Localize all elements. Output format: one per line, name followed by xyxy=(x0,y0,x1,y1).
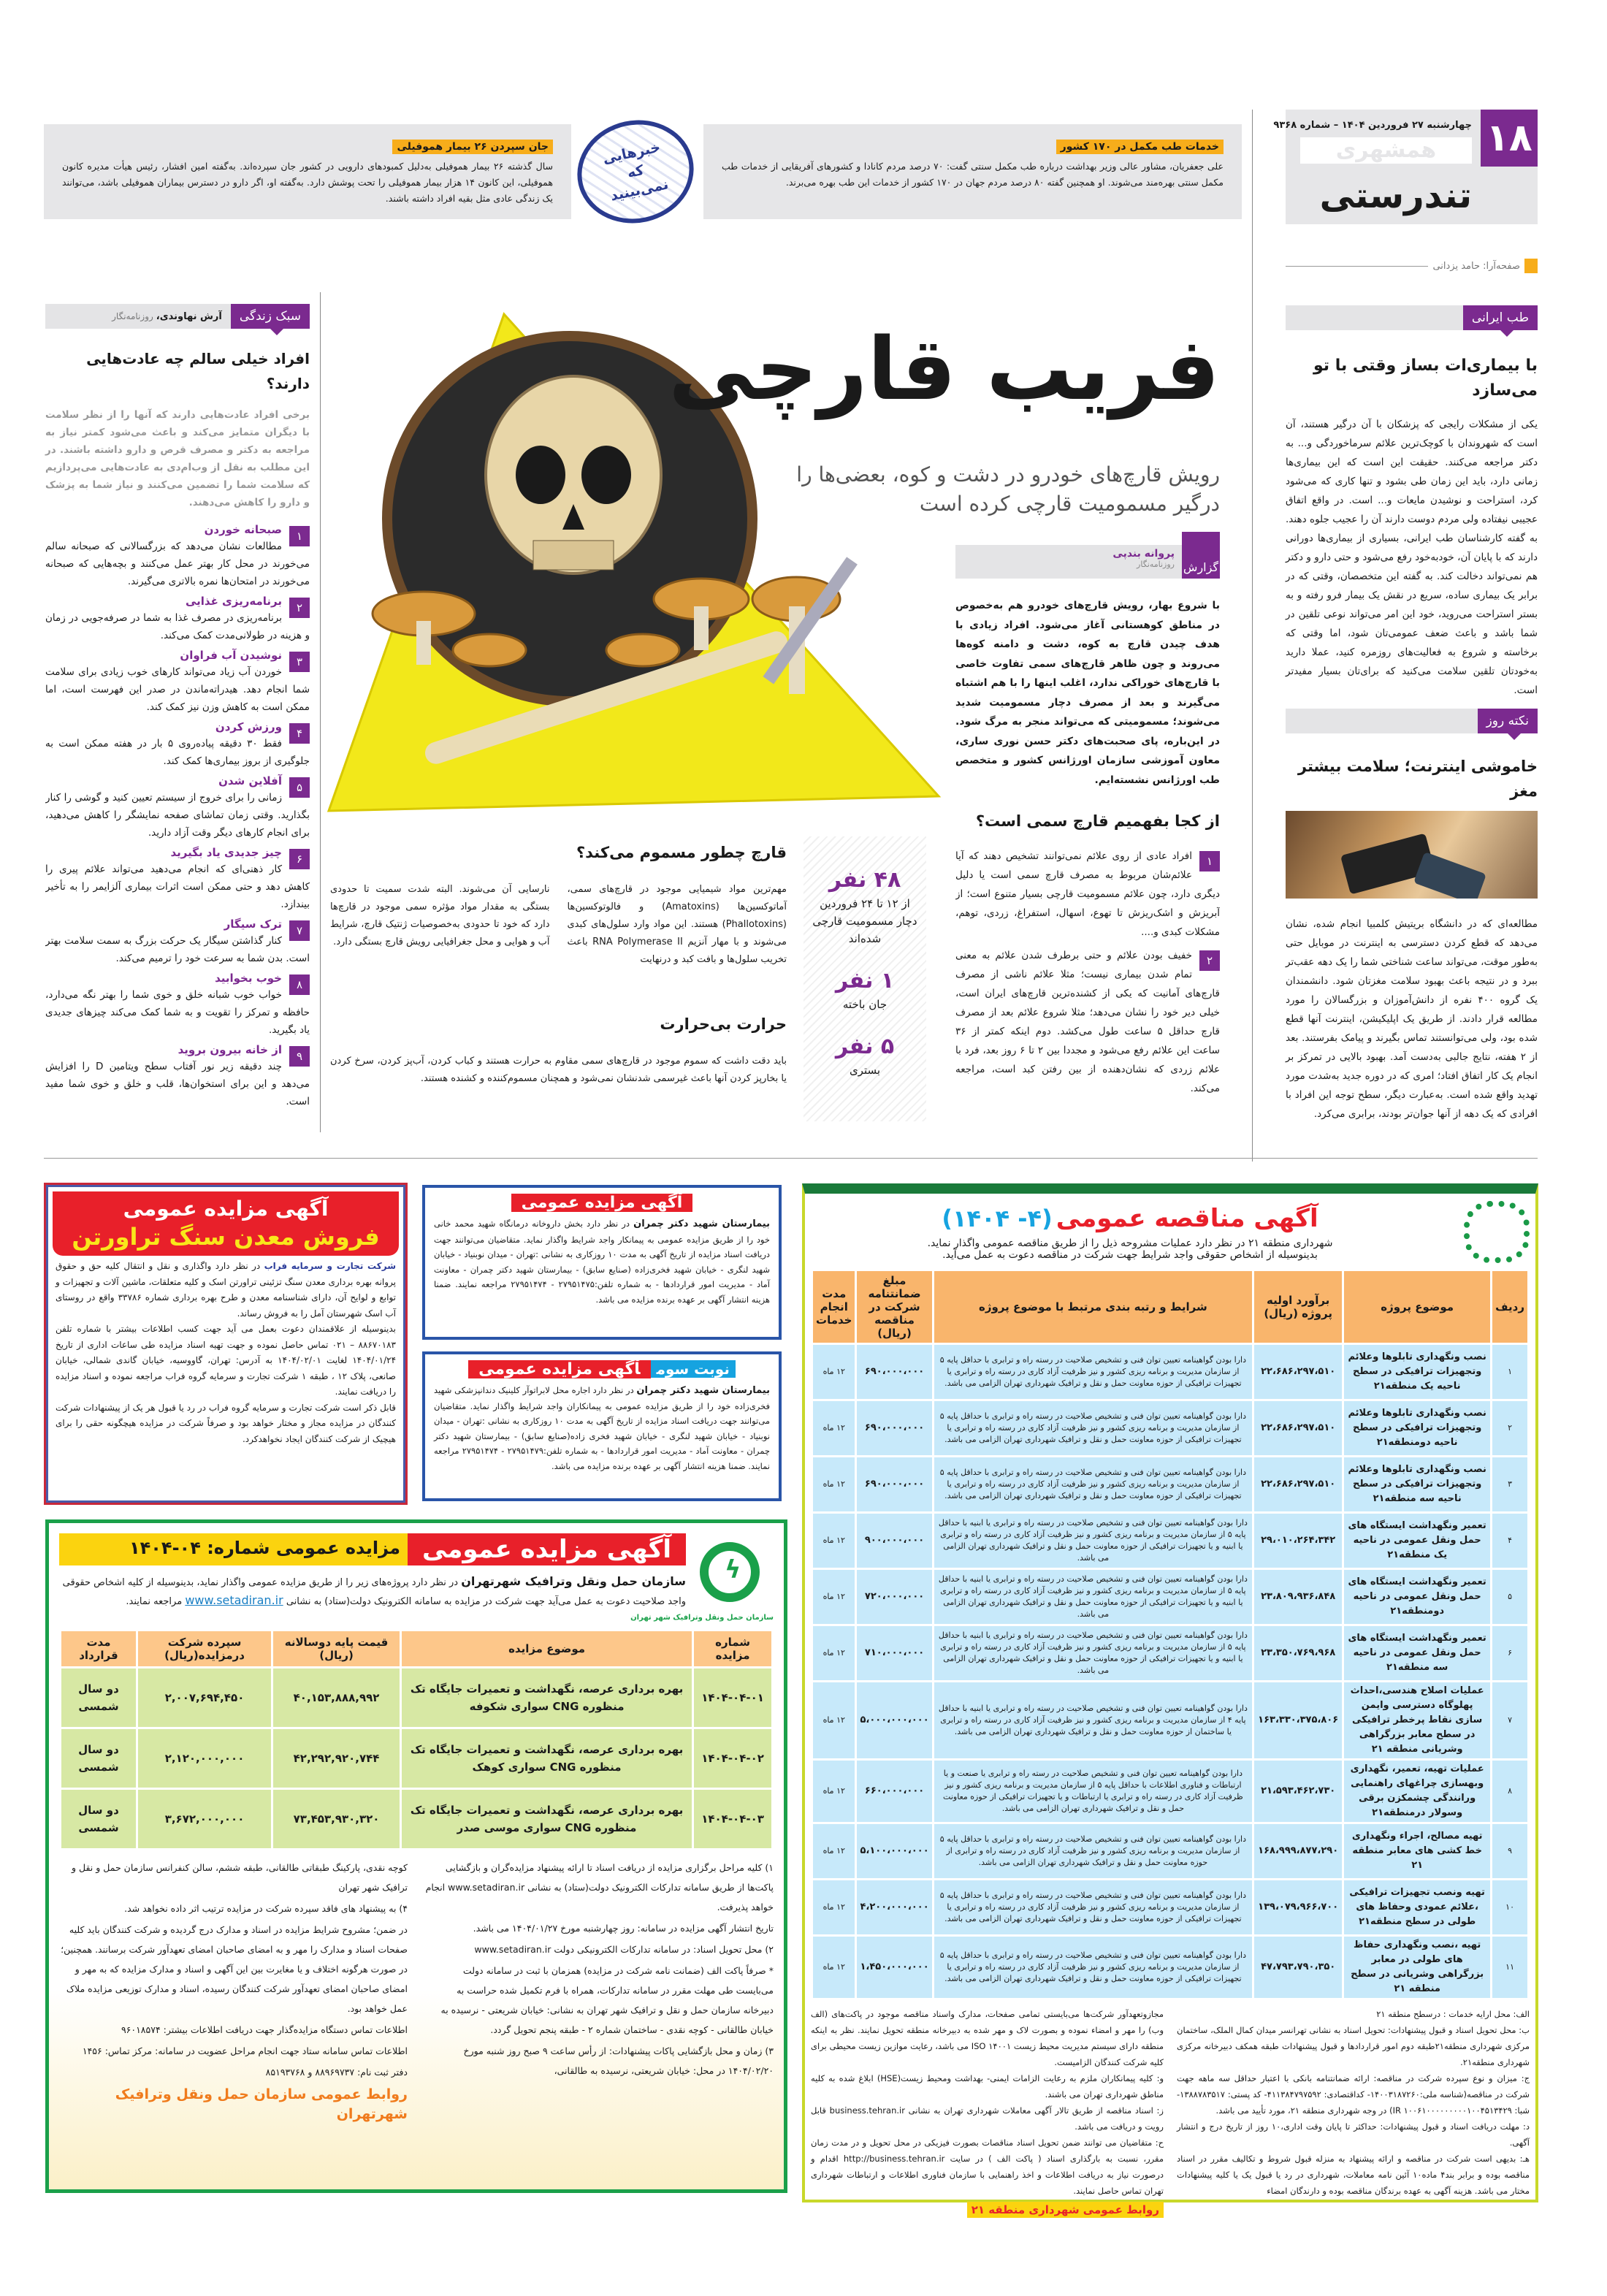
note: ب: محل تحویل اسناد و قبول پیشنهادات: تحویل اسناد به نشانی تهرانسر میدان کمال الملک، ساختمان مرکزی شهرداری منطقه۲۱طبقه دوم امور قراردادها و قبول پیشنهادات طبقه همکف دبیرخانه مرکزی شهرداری منطقه۲۱. xyxy=(1177,2025,1530,2067)
table-row xyxy=(813,1345,1527,1399)
item-body: افراد عادی از روی علائم نمی‌توانند تشخیص دهند که آیا علائم‌شان مربوط به مصرف قارچ سمی است یا دلیل دیگری دارد، چون علائم مسمومیت قارچی بسیار متنوع است؛ از آبریزش و اشک‌ریزش تا تهوع، اسهال، استفراغ، زردی، توهم، مشکلات کبدی و.... xyxy=(955,850,1220,938)
table-cell: ۱۲ ماه xyxy=(813,1824,855,1878)
byline xyxy=(955,532,1220,579)
table-cell: ۱۶۸،۹۹۹،۸۷۷،۲۹۰ xyxy=(1254,1824,1342,1878)
news-body: سال گذشته ۲۶ بیمار هموفیلی به‌دلیل کمبودهای دارویی در کشور جان سپرده‌اند. به‌گفته امین افشار، رئیس هیأت مدیره کانون هموفیلی، این کانون ۱۴ هزار بیمار هموفیلی را تحت پوشش دارد. به‌گفته او، اگر دارو در دسترس بیماران هموفیلی باشد، می‌توانند یک زندگی عادی مثل بقیه افراد داشته باشند. xyxy=(62,161,553,204)
table-row xyxy=(61,1729,771,1788)
table-cell: ۶۹۰،۰۰۰،۰۰۰ xyxy=(857,1457,931,1511)
table-cell: ۱۲ ماه xyxy=(813,1570,855,1624)
table-cell: ۱۶۳،۳۳۰،۳۷۵،۸۰۶ xyxy=(1254,1682,1342,1758)
ad-subtitle: فروش معدن سنگ تراورتن xyxy=(72,1223,380,1251)
lifestyle-article xyxy=(45,304,310,1113)
column-header: ردیف xyxy=(1492,1271,1527,1343)
item-body: چند دقیقه زیر نور آفتاب سطح ویتامین D را افزایش می‌دهد و این برای استخوان‌ها، قلب و خلق و خوی شما مفید است. xyxy=(45,1061,310,1107)
item-title: صبحانه خوردن xyxy=(204,523,282,536)
table-cell: تعمیر ونگهداشت ایستگاه های حمل ونقل عمومی در ناحیه سه منطقه۲۱ xyxy=(1344,1626,1490,1680)
table-row xyxy=(813,1880,1527,1934)
table-cell: دارا بودن گواهینامه تعیین توان فنی و تشخیص صلاحیت در رسته راه و ترابری با حداقل پایه ۵ از سازمان مدیریت و برنامه ریزی کشور و نیز ظرفیت آزاد کاری در رسته راه و ترابری یا تجهیزات ترافیکی از حوزه معاونت حمل و نقل و ترافیک شهرداری تهران الزامی می باشد. xyxy=(934,1457,1253,1511)
column-header: موضوع مزایده xyxy=(402,1631,692,1666)
table-cell: ۲,۱۲۰,۰۰۰,۰۰۰ xyxy=(138,1729,271,1788)
table-row xyxy=(813,1401,1527,1455)
table-cell: دارا بودن گواهینامه تعیین توان فنی و تشخیص صلاحیت در رسته راه و ترابری با حداقل پایه ۵ از سازمان مدیریت و برنامه ریزی کشور و نیز ظرفیت آزاد کاری در رسته راه و ترابری از حوزه معاونت حمل و نقل و ترافیک شهرداری تهران الزامی می باشد. xyxy=(934,1824,1253,1878)
column-header: شماره مزایده xyxy=(694,1631,771,1666)
item-body: کار ذهنی‌ای که انجام می‌دهید می‌تواند علائم پیری را کاهش دهد و حتی ممکن است اثرات بیماری آلزایمر را به تأخیر بیندازد. xyxy=(45,863,310,910)
table-cell: ۶ xyxy=(1492,1626,1527,1680)
item-number-badge: ۱ xyxy=(289,526,310,546)
table-cell: ۱۲ ماه xyxy=(813,1682,855,1758)
note: ح: متقاضیان می توانند ضمن تحویل اسناد مناقصات بصورت فیزیکی در محل تحویل و در مدت زمان مقرر، نسبت به بارگذاری اسناد ( پاکت الف ) در سایت http://business.tehran.ir اقدام و درصورت نیاز به دریافت اطلاعات و اخذ راهنمایی با سازمان فناوری اطلاعات و ارتباطات شهرداری تهران تماس حاصل نمایند. xyxy=(811,2137,1164,2196)
column-divider xyxy=(320,292,321,1132)
section-how-poisons: قارچ چطور مسموم می‌کند؟ مهم‌ترین مواد شیمیایی موجود در قارچ‌های سمی، آماتوکسین‌ها (Amatoxins) و فالوتوکسین‌ها (Phallotoxins) هستند. این مواد وارد سلول‌های کبدی می‌شوند و با مهار آنزیم RNA Polymerase II باعث تخریب سلول‌ها و بافت کبد و درنهایت نارسایی آن می‌شوند. البته شدت سمیت تا حدودی بستگی به مقدار مواد مؤثره سمی موجود در قارچ‌ها دارد که خود تا حدودی به‌خصوصیات ژنتیک قارچ، شرایط آب و هوایی و محل جغرافیایی رویش قارچ بستگی دارد. xyxy=(330,840,787,969)
table-cell: ۷ xyxy=(1492,1682,1527,1758)
item-body: خفیف بودن علائم و حتی برطرف شدن علائم به معنی تمام شدن بیماری نیست؛ مثلا علائم ناشی از مصرف قارچ‌های آمانیت که یکی از کشنده‌ترین قارچ‌های ایران است، خیلی دیر خود را نشان می‌دهد؛ مثلا شروع علائم بعد از مصرف قارچ حداقل ۵ ساعت طول می‌کشد. دوم اینکه کمتر از ۳۶ ساعت این علائم رفع می‌شود و مجددا بین ۲ تا ۶ روز بعد، فرد با علائم زردی که نشان‌دهنده از بین رفتن کبد است، مراجعه می‌کند. xyxy=(955,950,1220,1094)
table-cell: ۱۲ ماه xyxy=(813,1401,855,1455)
ads-divider xyxy=(44,1158,1538,1159)
table-cell: عملیات تهیه، تعمیر، نگهداری وبهسازی چراغهای راهنمایی ورانندگی چشمکزن برقی وسولار درمنطقه۲۱ xyxy=(1344,1761,1490,1822)
table-cell: تهیه مصالح، اجراء ونگهداری خط کشی های معابر منطقه ۲۱ xyxy=(1344,1824,1490,1878)
column-header: مبلغ ضمانتنامه شرکت در مناقصه (ریال) xyxy=(857,1271,931,1343)
note: * صرفاً پاکت الف (ضمانت نامه شرکت در مزایده) همزمان با ثبت در سامانه دولت می‌بایست طی مهلت مقرر در سامانه تدارکات، همراه با فرم تکمیل شده حراست به دبیرخانه سازمان حمل و نقل و ترافیک شهر تهران به نشانی: خیابان شریعتی - نرسیده به خیابان طالقانی - کوچه نقدی - ساختمان شماره ۲ - طبقه پنجم تحویل گردد. xyxy=(440,1965,774,2035)
author: آرش نهاوندی، xyxy=(156,310,222,322)
ad-badge: نوبت سوم xyxy=(651,1360,736,1378)
table-cell: ۱۰ xyxy=(1492,1880,1527,1934)
article-lead: برخی افراد عادت‌هایی دارند که آنها را از نظر سلامت با دیگران متمایز می‌کند و باعث می‌شود کمتر نیاز به مراجعه به دکتر و مصرف قرص و دارو داشته باشند. در این مطلب به نقل از وب‌ام‌دی به عادت‌هایی می‌پردازیم که سلامت شما را تضمین می‌کنند و نیاز شما به پزشک و دارو را کاهش می‌دهند. xyxy=(45,409,310,508)
table-cell: ۴،۲۰۰،۰۰۰،۰۰۰ xyxy=(857,1880,931,1934)
table-cell: تعمیر ونگهداشت ایستگاه های حمل ونقل عمومی در ناحیه یک منطقه۲۱ xyxy=(1344,1514,1490,1568)
table-row xyxy=(813,1761,1527,1822)
table-row xyxy=(813,1570,1527,1624)
table-row xyxy=(813,1626,1527,1680)
note: اطلاعات تماس سامانه ستاد جهت انجام مراحل عضویت در سامانه: مرکز تماس: ۱۴۵۶ xyxy=(82,2045,408,2056)
item-body: زمانی را برای خروج از سیستم تعیین کنید و گوشی را کنار بگذارید. وقتی زمان تماشای صفحه نمایشگر را کاهش می‌دهید، برای انجام کارهای دیگر وقت آزاد دارید. xyxy=(45,792,310,839)
item-title: برنامه‌ریزی غذایی xyxy=(185,595,282,608)
list-item xyxy=(45,647,310,716)
stat-value: ۱ نفر xyxy=(835,968,895,993)
org: بیمارستان شهید دکتر چمران xyxy=(636,1385,770,1396)
item-title: چیز جدیدی یاد بگیرید xyxy=(170,846,282,859)
news-title: جان سپردن ۲۶ بیمار هموفیلی xyxy=(392,140,553,154)
ad-title: آگهی مزایده عمومی xyxy=(408,1533,686,1565)
item-number-badge: ۶ xyxy=(289,849,310,869)
table-cell: ۱۲ ماه xyxy=(813,1937,855,1998)
table-cell: ۲۲،۶۸۶،۲۹۷،۵۱۰ xyxy=(1254,1401,1342,1455)
note: ۲) محل تحویل اسناد: در سامانه تدارکات الکترونیکی دولت www.setadiran.ir xyxy=(474,1944,774,1955)
table-cell: ۱۲ ماه xyxy=(813,1761,855,1822)
table-cell: عملیات اصلاح هندسی،احداث پهلوگاه دسترسی وایمن سازی نقاط پرخطر ترافیکی در سطح معابر بزرگراهی وشریانی منطقه ۲۱ xyxy=(1344,1682,1490,1758)
table-cell: دارا بودن گواهینامه تعیین توان فنی و تشخیص صلاحیت در رسته راه و ترابری یا ابنیه با حداقل پایه ۵ از سازمان مدیریت و برنامه ریزی کشور و نیز ظرفیت آزاد کاری در رسته راه و ترابری یا ابنیه و یا تجهیزات ترافیکی از حوزه معاونت حمل و نقل و ترافیک شهرداری تهران الزامی می باشد. xyxy=(934,1514,1253,1568)
auction-number: مزایده عمومی شماره: ۰۴-۱۴۰۴ xyxy=(59,1533,408,1565)
table-cell: دارا بودن گواهینامه تعیین توان فنی و تشخیص صلاحیت در رسته راه و ترابری با حداقل پایه ۵ از سازمان مدیریت و برنامه ریزی کشور و نیز ظرفیت آزاد کاری در رسته راه و ترابری یا تجهیزات ترافیکی از حوزه معاونت حمل و نقل و ترافیک شهرداری تهران الزامی می باشد. xyxy=(934,1345,1253,1399)
main-intro: با شروع بهار، رویش قارچ‌های خودرو هم به‌خصوص در مناطق کوهستانی آغاز می‌شود. افراد زیادی با هدف چیدن قارچ به کوه، دشت و دامنه کوه‌ها می‌روند و چون ظاهر قارچ‌های سمی تفاوت خاصی با قارچ‌های خوراکی ندارد، اغلب اینها را با هم اشتباه می‌گیرند و بعد از مصرف دچار مسمومیت شدید می‌شوند؛ مسمومیتی که می‌تواند منجر به مرگ شود. در این‌باره، پای صحبت‌های دکتر حسن نوری ساری، معاون آموزشی سازمان اورژانس کشور و متخصص طب اورژانس نشسته‌ایم. xyxy=(955,600,1220,786)
stat-label: جان باخته xyxy=(842,998,888,1011)
list-item xyxy=(45,719,310,770)
item-body: خواب خوب شبانه خلق و خوی شما را بهتر نگه می‌دارد، حافظه و تمرکز را تقویت و به شما کمک می‌کند چیزهای جدیدی یاد بگیرید. xyxy=(45,989,310,1036)
table-cell: ۷۲۰،۰۰۰،۰۰۰ xyxy=(857,1570,931,1624)
table-cell: ۳ xyxy=(1492,1457,1527,1511)
article-title: خاموشی اینترنت؛ سلامت بیشتر مغز xyxy=(1297,758,1538,800)
habit-list xyxy=(45,522,310,1110)
item-number-badge: ۴ xyxy=(289,723,310,744)
item-number-badge: ۳ xyxy=(289,652,310,672)
tehran-municipality-logo-icon xyxy=(1464,1201,1530,1263)
column-header: مدت انجام خدمات xyxy=(813,1271,855,1343)
section-tag: گزارش xyxy=(1182,532,1220,579)
author: پروانه بندپی xyxy=(1112,548,1175,560)
masthead xyxy=(1273,110,1538,224)
designer-credit: صفحه‌آرا: حامد یزدانی xyxy=(1286,259,1538,273)
list-item xyxy=(45,522,310,590)
list-item xyxy=(45,916,310,967)
article-title: افراد خیلی سالم چه عادت‌هایی دارند؟ xyxy=(86,350,310,392)
table-cell: تهیه ،نصب ونگهداری حفاظ های طولی در معابر بزرگراهی وشریانی در سطح منطقه ۲۱ xyxy=(1344,1937,1490,1998)
newspaper-logo: همشهری xyxy=(1300,137,1472,164)
section-tag: سبک زندگی xyxy=(231,304,310,329)
table-cell: ۱۲ ماه xyxy=(813,1457,855,1511)
column-header: سپرده شرکت درمزایده(ریال) xyxy=(138,1631,271,1666)
table-cell: ۵،۱۰۰،۰۰۰،۰۰۰ xyxy=(857,1824,931,1878)
note: ج: میزان و نوع سپرده شرکت در مناقصه: ارائه ضمانتنامه بانکی با اعتبار حداقل سه ماهه جهت شرکت در مناقصه(شناسه ملی:۱۴۰۰۳۱۸۷۲۶۰- کداقتصادی: ۴۱۱۳۸۴۷۹۷۵۹۲- کد پستی: ۱۳۸۸۷۸۳۵۱۷- شبا: IR ۱۰۰۶۱۰۰۰۰۰۰۰۰۰۱۰۰۴۵۱۳۴۲۹) در وجه شهرداری منطقه ۲۱، مورد تأیید می باشد. xyxy=(1177,2073,1530,2116)
list-item xyxy=(955,946,1220,1098)
table-cell: نصب ونگهداری تابلوها وعلائم وتجهیزات ترافیکی در سطح ناحیه سه منطقه۲۱ xyxy=(1344,1457,1490,1511)
table-cell: دارا بودن گواهینامه تعیین توان فنی و تشخیص صلاحیت در رسته راه و ترابری یا ابنیه با حداقل پایه ۵ از سازمان مدیریت و برنامه ریزی کشور و نیز ظرفیت آزاد کاری در رسته راه و ترابری یا ابنیه و یا تجهیزات ترافیکی از حوزه معاونت حمل و نقل و ترافیک شهرداری تهران الزامی می باشد. xyxy=(934,1570,1253,1624)
traffic-org-logo-icon: ϟ xyxy=(700,1542,760,1602)
table-cell: تهیه ونصب تجهیزات ترافیکی ،علائم عمودی وحفاظ های طولی در سطح منطقه۲۱ xyxy=(1344,1880,1490,1934)
note: تاریخ انتشار آگهی مزایده در سامانه: روز چهارشنبه مورخ ۱۴۰۴/۰۱/۲۷ می باشد. xyxy=(473,1923,774,1934)
item-title: ورزش کردن xyxy=(215,720,282,733)
table-cell: دارا بودن گواهینامه تعیین توان فنی و تشخیص صلاحیت در رسته راه و ترابری یا صنعت و یا ارتباطات و فناوری اطلاعات با حداقل پایه ۵ از سازمان مدیریت و برنامه ریزی کشور و نیز ظرفیت آزاد کاری در رسته راه و ترابری یا ارتباطات و یا تجهیزات ترافیکی از حوزه معاونت حمل و نقل و ترافیک شهرداری تهران الزامی می باشد. xyxy=(934,1761,1253,1822)
section-tag: طب ایرانی xyxy=(1463,305,1538,330)
note: ۱) کلیه مراحل برگزاری مزایده از دریافت اسناد تا ارائه پیشنهاد مزایده‌گران و بازگشایی پاکت‌ها از طریق سامانه تدارکات الکترونیک دولت(ستاد) به نشانی www.setadiran.ir انجام خواهد پذیرفت. xyxy=(425,1862,774,1912)
table-row xyxy=(813,1457,1527,1511)
auction-table xyxy=(59,1629,774,1850)
note: در ضمن؛ مشروح شرایط مزایده در اسناد و مدارک درج گردیده و شرکت کنندگان باید کلیه صفحات اسناد و مدارک را مهر و به امضای صاحبان امضای تعهدآور شرکت برسانند. همچنین؛ در صورت هرگونه اختلاف و یا مغایرت بین این آگهی و اسناد و مدارک مزایده که به مهر و امضای صاحبان امضای تعهدآور شرکت کنندگان رسیده، اسناد و مدارک توزیعی مزایده ملاک عمل خواهد بود. xyxy=(61,1924,408,2014)
main-headline: فریب قارچی xyxy=(668,319,1220,419)
news-strip-left xyxy=(44,124,571,219)
list-item xyxy=(45,593,310,644)
item-number-badge: ۸ xyxy=(289,975,310,995)
table-cell: ۴۲,۲۹۲,۹۲۰,۷۴۴ xyxy=(273,1729,400,1788)
ad-traffic-auction: ϟ آگهی مزایده عمومی مزایده عمومی شماره: ۰۴-۱۴۰۴ سازمان حمل ونقل وترافیک شهرتهران در نظر دارد پروژه‌های زیر را از طریق مزایده عمومی واگذار نماید، بدینوسیله از کلیه اشخاص حقوقی واجد صلاحیت دعوت به عمل می‌آید جهت شرکت در مزایده به سامانه الکترونیک دولت(ستاد) به نشانی www.setadiran.ir مراجعه نمایند. سازمان حمل ونقل وترافیک شهر تهران شماره مزایده موضوع مزایده قیمت پایه دوسالانه (ریال) سپرده شرکت درمزایده(ریال) مدت قرارداد ۱۴۰۴-۰۴-۰۱ بهره برداری عرصه، نگهداشت و تعمیرات جایگاه تک منظوره CNG سواری شکوفه ۴۰,۱۵۳,۸۸۸,۹۹۲ ۲,۰۰۷,۶۹۴,۴۵۰ دو سال شمسی ۱۴۰۴-۰۴-۰۲ بهره برداری عرصه، نگهداشت و تعمیرات جایگاه تک منظوره CNG سواری کوهک ۴۲,۲۹۲,۹۲۰,۷۴۴ ۲,۱۲۰,۰۰۰,۰۰۰ دو سال شمسی ۱۴۰۴-۰۴-۰۳ بهره برداری عرصه، نگهداشت و تعمیرات جایگاه تک منظوره CNG سواری موسی صدر ۷۳,۴۵۳,۹۳۰,۳۲۰ ۳,۶۷۲,۰۰۰,۰۰۰ دو سال شمسی ۱) کلیه مراحل برگزاری مزایده از دریافت اسناد تا ارائه پیشنهاد مزایده‌گران و بازگشایی پاکت‌ها از طریق سامانه تدارکات الکترونیک دولت(ستاد) به نشانی www.setadiran.ir انجام خواهد پذیرفت. تاریخ انتشار آگهی مزایده در سامانه: روز چهارشنبه مورخ ۱۴۰۴/۰۱/۲۷ می باشد. ۲) محل تحویل اسناد: در سامانه تدارکات الکترونیکی دولت www.setadiran.ir * صرفاً پاکت الف (ضمانت نامه شرکت در مزایده) همزمان با ثبت در سامانه دولت می‌بایست طی مهلت مقرر در سامانه تدارکات، همراه با فرم تکمیل شده حراست به دبیرخانه سازمان حمل و نقل و ترافیک شهر تهران به نشانی: خیابان شریعتی - نرسیده به خیابان طالقانی - کوچه نقدی - ساختمان شماره ۲ - طبقه پنجم تحویل گردد. ۳) زمان و محل بازگشایی پاکات پیشنهادات: از رأس ساعت ۹ صبح روز شنبه مورخ ۱۴۰۴/۰۲/۲۰ در محل: خیابان شریعتی، نرسیده به طالقانی، کوچه نقدی، پارکینگ طبقاتی طالقانی، طبقه ششم، سالن کنفرانس سازمان حمل و نقل و ترافیک شهر تهران ۴) به پیشنهاد های فاقد سپرده شرکت در مزایده ترتیب اثر داده نخواهد شد. در ضمن؛ مشروح شرایط مزایده در اسناد و مدارک درج گردیده و شرکت کنندگان باید کلیه صفحات اسناد و مدارک را مهر و به امضای صاحبان امضای تعهدآور شرکت برسانند. همچنین؛ در صورت هرگونه اختلاف و یا مغایرت بین این آگهی و اسناد و مدارک مزایده که به مهر و امضای صاحبان امضای تعهدآور شرکت کنندگان رسیده، اسناد و مدارک توزیعی مزایده ملاک عمل خواهد بود. اطلاعات تماس دستگاه مزایده‌گذار جهت دریافت اطلاعات بیشتر: ۹۶۰۱۸۵۷۴ اطلاعات تماس سامانه ستاد جهت انجام مراحل عضویت در سامانه: مرکز تماس: ۱۴۵۶ دفتر ثبت نام: ۸۸۹۶۹۷۳۷ و ۸۵۱۹۳۷۶۸ روابط عمومی سازمان حمل ونقل وترافیک شهرتهران xyxy=(45,1519,787,2193)
ad-travertine: آگهی مزایده عمومی فروش معدن سنگ تراورتن شرکت تجارت و سرمایه فراب در نظر دارد واگذاری و نقل و انتقال کلیه حق و حقوق پروانه بهره برداری معدن سنگ تزئینی تراورتن اسک و کلیه متعلقات، ماشین آلات و تجهیزات و توابع و لوایح آن، دارای شناسنامه معدن و طرح بهره برداری شماره ۳۳۷۸۶ واقع در روستای آب اسک شهرستان آمل را به فروش رساند. بدینوسیله از علاقمندان دعوت بعمل می آید جهت کسب اطلاعات بیشتر با شماره تلفن ۸۸۶۷۰۱۸۳ – ۰۲۱ تماس حاصل نموده و جهت تهیه اسناد مزایده طی ساعات اداری از تاریخ ۱۴۰۴/۰۱/۲۴ لغایت ۱۴۰۴/۰۲/۰۱ به آدرس: تهران، گاووسیه، خیابان گاندی شمالی، خیابان صانعی، پلاک ۱۲ ، طبقه ۱ شرکت تجارت و سرمایه گروه فراب مراجعه نموده و اسناد مزایده را دریافت نمایند. قابل ذکر است شرکت تجارت و سرمایه گروه فراب در رد یا قبول هر یک از پیشنهادات شرکت کنندگان در مزایده مجاز و مختار خواهد بود و صرفاً شرکت در مزایده هیچگونه حقی را برای هیچیک از شرکت کنندگان ایجاد نخواهدکرد. xyxy=(46,1185,405,1503)
table-cell: نصب ونگهداری تابلوها وعلائم وتجهیزات ترافیکی در سطح ناحیه یک منطقه۲۱ xyxy=(1344,1345,1490,1399)
item-number-badge: ۲ xyxy=(289,598,310,618)
table-row xyxy=(61,1668,771,1727)
author-role: روزنامه‌نگار xyxy=(112,311,153,321)
note: اطلاعات تماس دستگاه مزایده‌گذار جهت دریافت اطلاعات بیشتر: ۹۶۰۱۸۵۷۴ xyxy=(121,2024,408,2035)
note: هـ: بدیهی است شرکت در مناقصه و ارائه پیشنهاد به منزله قبول شروط و تکالیف مقرر در اسناد مناقصه بوده و برابر بند۴ ماده۱۰ آئین نامه معاملات، شهرداری در رد یا قبول یک یا کلیه پیشنهادات مختار می باشد. هزینه آگهی به عهده برندگان مناقصه بوده و دارندگان امضاء xyxy=(1177,2154,1530,2196)
article-body: مطالعه‌ای که در دانشگاه بریتیش کلمبیا انجام شده، نشان می‌دهد که قطع کردن دسترسی به اینترنت در موبایل حتی به‌طور موقت، می‌تواند ساعت شناختی شما را یک دهه عقب‌تر ببرد و در نتیجه باعث بهبود سلامت مغزتان شود. دانشمندان یک گروه ۴۰۰ نفره از دانش‌آموزان و بزرگسالان را مورد مطالعه قرار دادند. از طریق یک اپلیکیشن، اینترنت آنها قطع شده بود، ولی می‌توانستند تماس بگیرند و پیامک بفرستند. بعد از ۲ هفته، نتایج جالبی به‌دست آمد. بهبود بالایی در تمرکز بر انجام یک کار اتفاق افتاد؛ امری که در دوره جدید به‌شدت مورد تهدید واقع شده است. به‌عبارت دیگر، سطح توجه این افراد با افرادی که یک دهه از آنها جوان‌تر بودند، برابری می‌کرد. xyxy=(1286,918,1538,1120)
column-header: مدت قرارداد xyxy=(61,1631,136,1666)
table-cell: ۱ xyxy=(1492,1345,1527,1399)
item-title: خوب بخوابید xyxy=(215,972,282,985)
list-item xyxy=(45,773,310,842)
note: ۴) به پیشنهاد های فاقد سپرده شرکت در مزایده ترتیب اثر داده نخواهد شد. xyxy=(124,1903,408,1914)
table-cell: ۱۲ ماه xyxy=(813,1626,855,1680)
table-row xyxy=(813,1824,1527,1878)
table-cell: ۳,۶۷۲,۰۰۰,۰۰۰ xyxy=(138,1790,271,1848)
table-cell: ۲,۰۰۷,۶۹۴,۴۵۰ xyxy=(138,1668,271,1727)
table-cell: دو سال شمسی xyxy=(61,1729,136,1788)
table-cell: دارا بودن گواهینامه تعیین توان فنی و تشخیص صلاحیت در رسته راه و ترابری یا ابنیه با حداقل پایه ۴ از سازمان مدیریت و برنامه ریزی کشور و نیز ظرفیت آزاد کاری در رسته راه و ترابری یا ساختمان از حوزه معاونت حمل و نقل و ترافیک شهرداری تهران الزامی می باشد. xyxy=(934,1682,1253,1758)
table-cell: ۴۰,۱۵۳,۸۸۸,۹۹۲ xyxy=(273,1668,400,1727)
table-row xyxy=(813,1514,1527,1568)
ad-title: آگهی مزایده عمومی xyxy=(511,1194,693,1212)
org: سازمان حمل ونقل وترافیک شهرتهران xyxy=(461,1574,686,1588)
list-item xyxy=(45,1042,310,1110)
table-cell: ۶۶۰،۰۰۰،۰۰۰ xyxy=(857,1761,931,1822)
news-strip-right xyxy=(703,124,1242,219)
stamp: خبرهایی که نمی‌بینید xyxy=(568,110,703,234)
note: ز: اسناد مناقصه از طریق تالار آگهی معاملات شهرداری تهران به نشانی business.tehran.ir قابل رویت و دریافت می باشد. xyxy=(811,2105,1164,2132)
section-heat: حرارت بی‌حرارت باید دقت داشت که سموم موجود در قارچ‌های سمی مقاوم به حرارت هستند و کباب کردن، آب‌پز کردن، سرخ کردن یا بخارپز کردن آنها باعث غیرسمی شدنشان نمی‌شود و همچنان مسموم‌کننده و کشنده هستند. xyxy=(330,1012,787,1088)
ad-signature: روابط عمومی سازمان حمل ونقل وترافیک شهرتهران xyxy=(115,2086,408,2122)
table-row xyxy=(61,1790,771,1848)
table-cell: ۷۱۰،۰۰۰،۰۰۰ xyxy=(857,1626,931,1680)
item-body: مطالعات نشان می‌دهد که بزرگسالانی که صبحانه سالم می‌خورند در محل کار بهتر عمل می‌کنند و بچه‌هایی که صبحانه می‌خورند در امتحان‌ها نمره بالاتری می‌گیرند. xyxy=(45,541,310,587)
table-cell: ۲۳،۳۵۰،۷۶۹،۹۶۸ xyxy=(1254,1626,1342,1680)
author-role: روزنامه‌نگار xyxy=(1137,560,1175,569)
news-title: خدمات طب مکمل در ۱۷۰ کشور xyxy=(1056,140,1224,154)
column-header: برآورد اولیه پروژه (ریال) xyxy=(1254,1271,1342,1343)
item-title: از خانه بیرون بروید xyxy=(178,1043,282,1056)
table-cell: ۱۲ ماه xyxy=(813,1880,855,1934)
table-cell: ۷۳,۴۵۳,۹۳۰,۳۲۰ xyxy=(273,1790,400,1848)
section-tag: نکته روز xyxy=(1478,709,1538,733)
article-title: با بیماری‌ات بساز وقتی با تو می‌سازد xyxy=(1313,356,1538,400)
table-cell: دارا بودن گواهینامه تعیین توان فنی و تشخیص صلاحیت در رسته راه و ترابری با حداقل پایه ۵ از سازمان مدیریت و برنامه ریزی کشور و نیز ظرفیت آزاد کاری در رسته راه و ترابری یا تجهیزات ترافیکی از حوزه معاونت حمل و نقل و ترافیک شهرداری تهران الزامی می باشد. xyxy=(934,1880,1253,1934)
paragraph: باید دقت داشت که سموم موجود در قارچ‌های سمی مقاوم به حرارت هستند و کباب کردن، آب‌پز کردن، سرخ کردن یا بخارپز کردن آنها باعث غیرسمی شدنشان نمی‌شود و همچنان مسموم‌کننده و کشنده هستند. xyxy=(330,1056,787,1084)
table-cell: ۵ xyxy=(1492,1570,1527,1624)
note: الف: محل ارایه خدمات : درسطح منطقه ۲۱ xyxy=(1376,2009,1530,2019)
news-body: علی جعفریان، مشاور عالی وزیر بهداشت درباره طب مکمل سنتی گفت: ۷۰ درصد مردم کانادا و کشورهای آفریقایی از خدمات طب مکمل سنتی بهره‌مند می‌شوند. او همچنین گفته ۸۰ درصد مردم جهان در ۱۷۰ کشور از خدمات این طب بهره می‌برند. xyxy=(722,161,1224,188)
table-cell: دارا بودن گواهینامه تعیین توان فنی و تشخیص صلاحیت در رسته راه و ترابری با حداقل پایه ۵ از سازمان مدیریت و برنامه ریزی کشور و نیز ظرفیت آزاد کاری در رسته راه و ترابری یا تجهیزات ترافیکی از حوزه معاونت حمل و نقل و ترافیک شهرداری تهران الزامی می باشد. xyxy=(934,1937,1253,1998)
table-cell: ۶۹۰،۰۰۰،۰۰۰ xyxy=(857,1345,931,1399)
table-cell: ۲۱،۵۹۳،۴۶۲،۷۳۰ xyxy=(1254,1761,1342,1822)
phones-photo xyxy=(1286,811,1538,899)
org: بیمارستان شهید دکتر چمران xyxy=(633,1218,770,1229)
stat-value: ۴۸ نفر xyxy=(828,867,901,893)
column-header: موضوع پروژه xyxy=(1344,1271,1490,1343)
item-number-badge: ۹ xyxy=(289,1046,310,1067)
table-row xyxy=(813,1682,1527,1758)
item-body: فقط ۳۰ دقیقه پیاده‌روی ۵ بار در هفته ممکن است به جلوگیری از بروز بیماری‌ها کمک کند. xyxy=(45,738,310,767)
table-cell: دو سال شمسی xyxy=(61,1668,136,1727)
list-item xyxy=(45,844,310,913)
item-title: آفلاین شدن xyxy=(218,774,282,787)
table-cell: ۱۴۰۴-۰۴-۰۱ xyxy=(694,1668,771,1727)
orange-marker xyxy=(1524,259,1538,273)
table-cell: تعمیر ونگهداشت ایستگاه های حمل ونقل عمومی در ناحیه دومنطقه۲۱ xyxy=(1344,1570,1490,1624)
table-cell: ۴ xyxy=(1492,1514,1527,1568)
table-cell: ۹ xyxy=(1492,1824,1527,1878)
ad-tender: آگهی مناقصه عمومی (۴- ۱۴۰۴) شهرداری منطقه ۲۱ در نظر دارد عملیات مشروحه ذیل را از طریق مناقصه عمومی واگذار نماید. بدینوسیله از اشخاص حقوقی واجد شرایط جهت شرکت در مناقصه دعوت به عمل می‌آید. ردیف موضوع پروژه برآورد اولیه پروژه (ریال) شرایط و رتبه بندی مرتبط با موضوع پروژه مبلغ ضمانتنامه شرکت در مناقصه (ریال) مدت انجام خدمات ۱ نصب ونگهداری تابلوها وعلائم وتجهیزات ترافیکی در سطح ناحیه یک منطقه۲۱ ۲۲،۶۸۶،۲۹۷،۵۱۰ دارا بودن گواهینامه تعیین توان فنی و تشخیص صلاحیت در رسته راه و ترابری با حداقل پایه ۵ از سازمان مدیریت و برنامه ریزی کشور و نیز ظرفیت آزاد کاری در رسته راه و ترابری یا تجهیزات ترافیکی از حوزه معاونت حمل و نقل و ترافیک شهرداری تهران الزامی می باشد. ۶۹۰،۰۰۰،۰۰۰ ۱۲ ماه ۲ نصب ونگهداری تابلوها وعلائم وتجهیزات ترافیکی در سطح ناحیه دومنطقه۲۱ ۲۲،۶۸۶،۲۹۷،۵۱۰ دارا بودن گواهینامه تعیین توان فنی و تشخیص صلاحیت در رسته راه و ترابری با حداقل پایه ۵ از سازمان مدیریت و برنامه ریزی کشور و نیز ظرفیت آزاد کاری در رسته راه و ترابری یا تجهیزات ترافیکی از حوزه معاونت حمل و نقل و ترافیک شهرداری تهران الزامی می باشد. ۶۹۰،۰۰۰،۰۰۰ ۱۲ ماه ۳ نصب ونگهداری تابلوها وعلائم وتجهیزات ترافیکی در سطح ناحیه سه منطقه۲۱ ۲۲،۶۸۶،۲۹۷،۵۱۰ دارا بودن گواهینامه تعیین توان فنی و تشخیص صلاحیت در رسته راه و ترابری با حداقل پایه ۵ از سازمان مدیریت و برنامه ریزی کشور و نیز ظرفیت آزاد کاری در رسته راه و ترابری یا تجهیزات ترافیکی از حوزه معاونت حمل و نقل و ترافیک شهرداری تهران الزامی می باشد. ۶۹۰،۰۰۰،۰۰۰ ۱۲ ماه ۴ تعمیر ونگهداشت ایستگاه های حمل ونقل عمومی در ناحیه یک منطقه۲۱ ۲۹،۰۱۰،۲۶۴،۳۴۲ دارا بودن گواهینامه تعیین توان فنی و تشخیص صلاحیت در رسته راه و ترابری یا ابنیه با حداقل پایه ۵ از سازمان مدیریت و برنامه ریزی کشور و نیز ظرفیت آزاد کاری در رسته راه و ترابری یا ابنیه و یا تجهیزات ترافیکی از حوزه معاونت حمل و نقل و ترافیک شهرداری تهران الزامی می باشد. ۹۰۰،۰۰۰،۰۰۰ ۱۲ ماه ۵ تعمیر ونگهداشت ایستگاه های حمل ونقل عمومی در ناحیه دومنطقه۲۱ ۲۳،۸۰۹،۹۳۶،۸۴۸ دارا بودن گواهینامه تعیین توان فنی و تشخیص صلاحیت در رسته راه و ترابری یا ابنیه با حداقل پایه ۵ از سازمان مدیریت و برنامه ریزی کشور و نیز ظرفیت آزاد کاری در رسته راه و ترابری یا ابنیه و یا تجهیزات ترافیکی از حوزه معاونت حمل و نقل و ترافیک شهرداری تهران الزامی می باشد. ۷۲۰،۰۰۰،۰۰۰ ۱۲ ماه ۶ تعمیر ونگهداشت ایستگاه های حمل ونقل عمومی در ناحیه سه منطقه۲۱ ۲۳،۳۵۰،۷۶۹،۹۶۸ دارا بودن گواهینامه تعیین توان فنی و تشخیص صلاحیت در رسته راه و ترابری یا ابنیه با حداقل پایه ۵ از سازمان مدیریت و برنامه ریزی کشور و نیز ظرفیت آزاد کاری در رسته راه و ترابری یا ابنیه و یا تجهیزات ترافیکی از حوزه معاونت حمل و نقل و ترافیک شهرداری تهران الزامی می باشد. ۷۱۰،۰۰۰،۰۰۰ ۱۲ ماه ۷ عملیات اصلاح هندسی،احداث پهلوگاه دسترسی وایمن سازی نقاط پرخطر ترافیکی در سطح معابر بزرگراهی وشریانی منطقه ۲۱ ۱۶۳،۳۳۰،۳۷۵،۸۰۶ دارا بودن گواهینامه تعیین توان فنی و تشخیص صلاحیت در رسته راه و ترابری یا ابنیه با حداقل پایه ۴ از سازمان مدیریت و برنامه ریزی کشور و نیز ظرفیت آزاد کاری در رسته راه و ترابری یا ساختمان از حوزه معاونت حمل و نقل و ترافیک شهرداری تهران الزامی می باشد. ۵،۰۰۰،۰۰۰،۰۰۰ ۱۲ ماه ۸ عملیات تهیه، تعمیر، نگهداری وبهسازی چراغهای راهنمایی ورانندگی چشمکزن برقی وسولار درمنطقه۲۱ ۲۱،۵۹۳،۴۶۲،۷۳۰ دارا بودن گواهینامه تعیین توان فنی و تشخیص صلاحیت در رسته راه و ترابری یا صنعت و یا ارتباطات و فناوری اطلاعات با حداقل پایه ۵ از سازمان مدیریت و برنامه ریزی کشور و نیز ظرفیت آزاد کاری در رسته راه و ترابری یا ارتباطات و یا تجهیزات ترافیکی از حوزه معاونت حمل و نقل و ترافیک شهرداری تهران الزامی می باشد. ۶۶۰،۰۰۰،۰۰۰ ۱۲ ماه ۹ تهیه مصالح، اجراء ونگهداری خط کشی های معابر منطقه ۲۱ ۱۶۸،۹۹۹،۸۷۷،۲۹۰ دارا بودن گواهینامه تعیین توان فنی و تشخیص صلاحیت در رسته راه و ترابری با حداقل پایه ۵ از سازمان مدیریت و برنامه ریزی کشور و نیز ظرفیت آزاد کاری در رسته راه و ترابری از حوزه معاونت حمل و نقل و ترافیک شهرداری تهران الزامی می باشد. ۵،۱۰۰،۰۰۰،۰۰۰ ۱۲ ماه ۱۰ تهیه ونصب تجهیزات ترافیکی ،علائم عمودی وحفاظ های طولی در سطح منطقه۲۱ ۱۳۹،۰۷۹،۹۶۶،۷۰۰ دارا بودن گواهینامه تعیین توان فنی و تشخیص صلاحیت در رسته راه و ترابری با حداقل پایه ۵ از سازمان مدیریت و برنامه ریزی کشور و نیز ظرفیت آزاد کاری در رسته راه و ترابری یا تجهیزات ترافیکی از حوزه معاونت حمل و نقل و ترافیک شهرداری تهران الزامی می باشد. ۴،۲۰۰،۰۰۰،۰۰۰ ۱۲ ماه ۱۱ تهیه ،نصب ونگهداری حفاظ های طولی در معابر بزرگراهی وشریانی در سطح منطقه ۲۱ ۴۷،۷۹۳،۷۹۰،۳۵۰ دارا بودن گواهینامه تعیین توان فنی و تشخیص صلاحیت در رسته راه و ترابری با حداقل پایه ۵ از سازمان مدیریت و برنامه ریزی کشور و نیز ظرفیت آزاد کاری در رسته راه و ترابری یا تجهیزات ترافیکی از حوزه معاونت حمل و نقل و ترافیک شهرداری تهران الزامی می باشد. ۱،۴۵۰،۰۰۰،۰۰۰ ۱۲ ماه الف: محل ارایه خدمات : درسطح منطقه ۲۱ ب: محل تحویل اسناد و قبول پیشنهادات: تحویل اسناد به نشانی تهرانسر میدان کمال الملک، ساختمان مرکزی شهرداری منطقه۲۱طبقه دوم امور قراردادها و قبول پیشنهادات طبقه همکف دبیرخانه مرکزی شهرداری منطقه۲۱. ج: میزان و نوع سپرده شرکت در مناقصه: ارائه ضمانتنامه بانکی با اعتبار حداقل سه ماهه جهت شرکت در مناقصه(شناسه ملی:۱۴۰۰۳۱۸۷۲۶۰- کداقتصادی: ۴۱۱۳۸۴۷۹۷۵۹۲- کد پستی: ۱۳۸۸۷۸۳۵۱۷- شبا: IR ۱۰۰۶۱۰۰۰۰۰۰۰۰۰۱۰۰۴۵۱۳۴۲۹) در وجه شهرداری منطقه ۲۱، مورد تأیید می باشد. د: مهلت دریافت اسناد و قبول پیشنهادات: حداکثر تا پایان وقت اداری،۱۰ روز از تاریخ درج و انتشار آگهی. هـ: بدیهی است شرکت در مناقصه و ارائه پیشنهاد به منزله قبول شروط و تکالیف مقرر در اسناد مناقصه بوده و برابر بند۴ ماده۱۰ آئین نامه معاملات، شهرداری در رد یا قبول یک یا کلیه پیشنهادات مختار می باشد. هزینه آگهی به عهده برندگان مناقصه بوده و دارندگان امضاء مجازوتعهدآور شرکت‌ها می‌بایستی تمامی صفحات، مدارک واسناد مناقصه موجود در پاکت‌های (الف وب) را مهر و امضاء نموده و بصورت لاک و مهر شده به دبیرخانه منطقه تحویل نمایند. نظر به اینکه منطقه دارای سیستم مدیریت محیط زیست ISO ۱۴۰۰۱ می باشد، رعایت موازین زیست محیطی برای کلیه شرکت کنندگان الزامیست. و: کلیه پیمانکاران ملزم به رعایت الزامات ایمنی- بهداشت ومحیط زیست(HSE) ابلاغ شده به کلیه مناطق شهرداری تهران می باشند. ز: اسناد مناقصه از طریق تالار آگهی معاملات شهرداری تهران به نشانی business.tehran.ir قابل رویت و دریافت می باشد. ح: متقاضیان می توانند ضمن تحویل اسناد مناقصات بصورت فیزیکی در محل تحویل و در مدت زمان مقرر، نسبت به بارگذاری اسناد ( پاکت الف ) در سایت http://business.tehran.ir اقدام و درصورت نیاز به دریافت اطلاعات و اخذ راهنمایی با سازمان فناوری اطلاعات و ارتباطات شهرداری تهران تماس حاصل نمایند. روابط عمومی شهرداری منطقه ۲۱ xyxy=(802,1183,1538,2202)
table-cell: ۴۷،۷۹۳،۷۹۰،۳۵۰ xyxy=(1254,1937,1342,1998)
divider xyxy=(1286,266,1428,267)
table-cell: ۲۲،۶۸۶،۲۹۷،۵۱۰ xyxy=(1254,1457,1342,1511)
ad-title: آگهی مناقصه عمومی xyxy=(1056,1203,1318,1233)
teb-irani-article xyxy=(1286,305,1538,700)
note: دفتر ثبت نام: ۸۸۹۶۹۷۳۷ و ۸۵۱۹۳۷۶۸ xyxy=(265,2067,408,2078)
table-cell: ۲۳،۸۰۹،۹۳۶،۸۴۸ xyxy=(1254,1570,1342,1624)
ad-title: آگهی مزایده عمومی xyxy=(123,1197,329,1221)
table-row xyxy=(813,1937,1527,1998)
item-title: نوشیدن آب فراوان xyxy=(180,649,282,662)
table-cell: بهره برداری عرصه، نگهداشت و تعمیرات جایگاه تک منظوره CNG سواری موسی صدر xyxy=(402,1790,692,1848)
ad-chamran-pharmacy: آگهی مزایده عمومی بیمارستان شهید دکتر چمران در نظر دارد بخش داروخانه درمانگاه شهید محمد خانی خود را از طریق مزایده عمومی به پیمانکار واجد شرایط واگذار نماید. متقاضیان می‌توانند جهت دریافت اسناد مزایده از تاریخ آگهی به مدت ۱۰ روزکاری به نشانی :تهران - میدان نوبنیاد - خیابان شهید لنگری - خیابان شهید فخری‌زاده (صنایع سابق) - بیمارستان شهید دکتر چمران - معاونت آماد - مدیریت امور قراردادها - به شماره تلفن:۲۷۹۵۱۴۷۵ - ۲۷۹۵۱۴۷۴ مراجعه نمایند. ضمنا هزینه انتشار آگهی بر عهده برنده مزایده می باشد. xyxy=(422,1185,782,1340)
section-title: تندرستی xyxy=(1319,175,1472,216)
tender-number: (۴- ۱۴۰۴) xyxy=(942,1204,1053,1232)
item-title: ترک سیگار xyxy=(224,918,282,931)
table-cell: ۱۲ ماه xyxy=(813,1345,855,1399)
company: شرکت تجارت و سرمایه فراب xyxy=(264,1261,396,1271)
table-cell: ۲۲،۶۸۶،۲۹۷،۵۱۰ xyxy=(1254,1345,1342,1399)
article-body: یکی از مشکلات رایجی که پزشکان با آن درگیر هستند، آن است که شهروندان با کوچک‌ترین علائم سرماخوردگی و... به دکتر مراجعه می‌کنند. حقیقت این است که این بیماری‌ها زمانی دارد، باید این زمان طی بشود و تنها کاری که می‌شود کرد، استراحت و نوشیدن مایعات و... است. در واقع اتفاق عجیبی نیفتاده ولی مردم دوست دارند آن را عجیب جلوه دهند. به گفته کارشناسان طب ایرانی، بسیاری از بیماری‌ها دورانی دارند که با پایان آن، خودبه‌خود رفع می‌شود و حتی دارو و دکتر هم نمی‌تواند دخالت کند. به گفته این متخصصان، وقتی که در برابر یک بیماری ساده، سریع در نقش یک بیمار فرو رفته و به بستر استراحت می‌روید، خود این امر می‌تواند نوعی تلقین در شما باشد و باعث ضعف عمومی‌تان شود، اما وقتی که برخاسته و شروع به فعالیت‌های روزمره کنید، عملا دارید به‌خودتان تلقین سلامت می‌کنید که برای‌تان بسیار مفیدتر است. xyxy=(1286,419,1538,696)
note: د: مهلت دریافت اسناد و قبول پیشنهادات: حداکثر تا پایان وقت اداری،۱۰ روز از تاریخ درج و انتشار آگهی. xyxy=(1177,2121,1530,2148)
table-cell: ۸ xyxy=(1492,1761,1527,1822)
setadiran-link[interactable]: www.setadiran.ir xyxy=(185,1593,283,1607)
item-number-badge: ۱ xyxy=(1199,851,1220,872)
item-body: خوردن آب زیاد می‌تواند کارهای خوب زیادی برای سلامت شما انجام دهد. هیدراته‌ماندن در صدر این فهرست است، اما ممکن است به کاهش وزن نیز کمک کند. xyxy=(45,666,310,713)
table-cell: ۱۱ xyxy=(1492,1937,1527,1998)
table-cell: ۱۴۰۴-۰۴-۰۲ xyxy=(694,1729,771,1788)
item-body: برنامه‌ریزی در مصرف غذا به شما در صرفه‌جویی در زمان و هزینه در طولانی‌مدت کمک می‌کند. xyxy=(45,612,310,641)
stat-value: ۵ نفر xyxy=(835,1034,895,1059)
stat-label: بستری xyxy=(849,1064,881,1077)
table-cell: ۱۴۰۴-۰۴-۰۳ xyxy=(694,1790,771,1848)
ad-signature: روابط عمومی شهرداری منطقه ۲۱ xyxy=(967,2202,1164,2218)
table-cell: ۶۹۰،۰۰۰،۰۰۰ xyxy=(857,1401,931,1455)
table-cell: بهره برداری عرصه، نگهداشت و تعمیرات جایگاه تک منظوره CNG سواری کوهک xyxy=(402,1729,692,1788)
item-number-badge: ۵ xyxy=(289,777,310,798)
ad-chamran-lab: نوبت سومآگهی مزایده عمومی بیمارستان شهید دکتر چمران در نظر دارد اجاره محل لابراتوآر کلینیک دندانپزشکی شهید فخری‌زاده خود را از طریق مزایده عمومی به پیمانکاران واجد شرایط واگذار نماید. متقاضیان می‌توانند جهت دریافت اسناد مزایده از تاریخ آگهی به مدت ۱۰ روزکاری به نشانی :تهران - میدان نوبنیاد - خیابان شهید لنگری - خیابان شهید فخری زاده(صنایع سابق) - بیمارستان شهید دکتر چمران - معاونت آماد - مدیریت امور قراردادها - به شماره تلفن:۲۷۹۵۱۴۷۹ - ۲۷۹۵۱۴۷۴ مراجعه نمایند. ضمنا هزینه انتشار آگهی بر عهده برنده مزایده می باشد. xyxy=(422,1351,782,1501)
stat-label: از ۱۲ تا ۲۴ فروردین دچار مسمومیت قارچی شده‌اند xyxy=(812,897,917,945)
item-number-badge: ۲ xyxy=(1199,950,1220,971)
table-cell: ۲ xyxy=(1492,1401,1527,1455)
note: ۳) زمان و محل بازگشایی پاکات پیشنهادات: از رأس ساعت ۹ صبح روز شنبه مورخ ۱۴۰۴/۰۲/۲۰ در محل: خیابان شریعتی، نرسیده به طالقانی، xyxy=(463,2045,774,2076)
section-how-to-tell: از کجا بفهمیم قارچ سمی است؟ ۱ افراد عادی از روی علائم نمی‌توانند تشخیص دهند که آیا علائم‌شان مربوط به مصرف قارچ سمی است یا دلیل دیگری دارد، چون علائم مسمومیت قارچی بسیار متنوع است؛ از آبریزش و اشک‌ریزش تا تهوع، اسهال، استفراغ، زردی، توهم، مشکلات کبدی و.... ۲ خفیف بودن علائم و حتی برطرف شدن علائم به معنی تمام شدن بیماری نیست؛ مثلا علائم ناشی از مصرف قارچ‌های آمانیت که یکی از کشنده‌ترین قارچ‌های ایران است، خیلی دیر خود را نشان می‌دهد؛ مثلا شروع علائم بعد از مصرف قارچ حداقل ۵ ساعت طول می‌کشد. دوم اینکه کمتر از ۳۶ ساعت این علائم رفع می‌شود و مجددا بین ۲ تا ۶ روز بعد، فرد با علائم زردی که نشان‌دهنده از بین رفتن کبد است، مراجعه می‌کند. xyxy=(955,809,1220,1098)
main-subtitle: رویش قارچ‌های خودرو در دشت و کوه، بعضی‌ها را درگیر مسمومیت قارچی کرده است xyxy=(796,462,1220,516)
paragraph: مهم‌ترین مواد شیمیایی موجود در قارچ‌های سمی، آماتوکسین‌ها (Amatoxins) و فالوتوکسین‌ها (Phallotoxins) هستند. این مواد وارد سلول‌های کبدی می‌شوند و با مهار آنزیم RNA Polymerase II باعث تخریب سلول‌ها و بافت کبد و درنهایت xyxy=(567,884,787,965)
page-number: ۱۸ xyxy=(1481,110,1538,167)
paragraph: نارسایی آن می‌شوند. البته شدت سمیت تا حدودی بستگی به مقدار مواد مؤثره سمی موجود در قارچ‌ها دارد که خود تا حدودی به‌خصوصیات ژنتیک قارچ، شرایط آب و هوایی و محل جغرافیایی رویش قارچ بستگی دارد. xyxy=(330,884,550,947)
table-cell: ۱۳۹،۰۷۹،۹۶۶،۷۰۰ xyxy=(1254,1880,1342,1934)
logo-caption: سازمان حمل ونقل وترافیک شهر تهران xyxy=(630,1614,774,1622)
list-item xyxy=(955,847,1220,942)
item-number-badge: ۷ xyxy=(289,920,310,941)
table-cell: ۱،۴۵۰،۰۰۰،۰۰۰ xyxy=(857,1937,931,1998)
list-item xyxy=(45,970,310,1039)
table-cell: دارا بودن گواهینامه تعیین توان فنی و تشخیص صلاحیت در رسته راه و ترابری یا ابنیه با حداقل پایه ۵ از سازمان مدیریت و برنامه ریزی کشور و نیز ظرفیت آزاد کاری در رسته راه و ترابری یا ابنیه و یا تجهیزات ترافیکی از حوزه معاونت حمل و نقل و ترافیک شهرداری تهران الزامی می باشد. xyxy=(934,1626,1253,1680)
table-cell: ۲۹،۰۱۰،۲۶۴،۳۴۲ xyxy=(1254,1514,1342,1568)
nokte-article xyxy=(1286,709,1538,1124)
column-header: قیمت پایه دوسالانه (ریال) xyxy=(273,1631,400,1666)
column-header: شرایط و رتبه بندی مرتبط با موضوع پروژه xyxy=(934,1271,1253,1343)
table-cell: دارا بودن گواهینامه تعیین توان فنی و تشخیص صلاحیت در رسته راه و ترابری با حداقل پایه ۵ از سازمان مدیریت و برنامه ریزی کشور و نیز ظرفیت آزاد کاری در رسته راه و ترابری یا تجهیزات ترافیکی از حوزه معاونت حمل و نقل و ترافیک شهرداری تهران الزامی می باشد. xyxy=(934,1401,1253,1455)
table-cell: ۹۰۰،۰۰۰،۰۰۰ xyxy=(857,1514,931,1568)
item-body: کنار گذاشتن سیگار یک حرکت بزرگ به سمت سلامت بهتر است. بدن شما به سرعت خود را ترمیم می‌کند. xyxy=(45,935,310,964)
table-cell: دو سال شمسی xyxy=(61,1790,136,1848)
tender-table xyxy=(811,1269,1530,2000)
table-cell: ۵،۰۰۰،۰۰۰،۰۰۰ xyxy=(857,1682,931,1758)
note: مجازوتعهدآور شرکت‌ها می‌بایستی تمامی صفحات، مدارک واسناد مناقصه موجود در پاکت‌های (الف وب) را مهر و امضاء نموده و بصورت لاک و مهر شده به دبیرخانه منطقه تحویل نمایند. نظر به اینکه منطقه دارای سیستم مدیریت محیط زیست ISO ۱۴۰۰۱ می باشد، رعایت موازین زیست محیطی برای کلیه شرکت کنندگان الزامیست. xyxy=(811,2009,1164,2067)
table-cell: ۱۲ ماه xyxy=(813,1514,855,1568)
table-cell: بهره برداری عرصه، نگهداشت و تعمیرات جایگاه تک منظوره CNG سواری شکوفه xyxy=(402,1668,692,1727)
issue-date: چهارشنبه ۲۷ فروردین ۱۴۰۴ – شماره ۹۳۶۸ xyxy=(1273,120,1472,131)
column-divider xyxy=(1252,110,1253,1162)
note: و: کلیه پیمانکاران ملزم به رعایت الزامات ایمنی- بهداشت ومحیط زیست(HSE) ابلاغ شده به کلیه مناطق شهرداری تهران می باشند. xyxy=(811,2073,1164,2099)
stats-box xyxy=(804,836,926,1121)
table-cell: نصب ونگهداری تابلوها وعلائم وتجهیزات ترافیکی در سطح ناحیه دومنطقه۲۱ xyxy=(1344,1401,1490,1455)
note: کوچه نقدی، پارکینگ طبقاتی طالقانی، طبقه ششم، سالن کنفرانس سازمان حمل و نقل و ترافیک شهر تهران xyxy=(72,1862,408,1893)
ad-title: آگهی مزایده عمومی xyxy=(468,1360,650,1378)
